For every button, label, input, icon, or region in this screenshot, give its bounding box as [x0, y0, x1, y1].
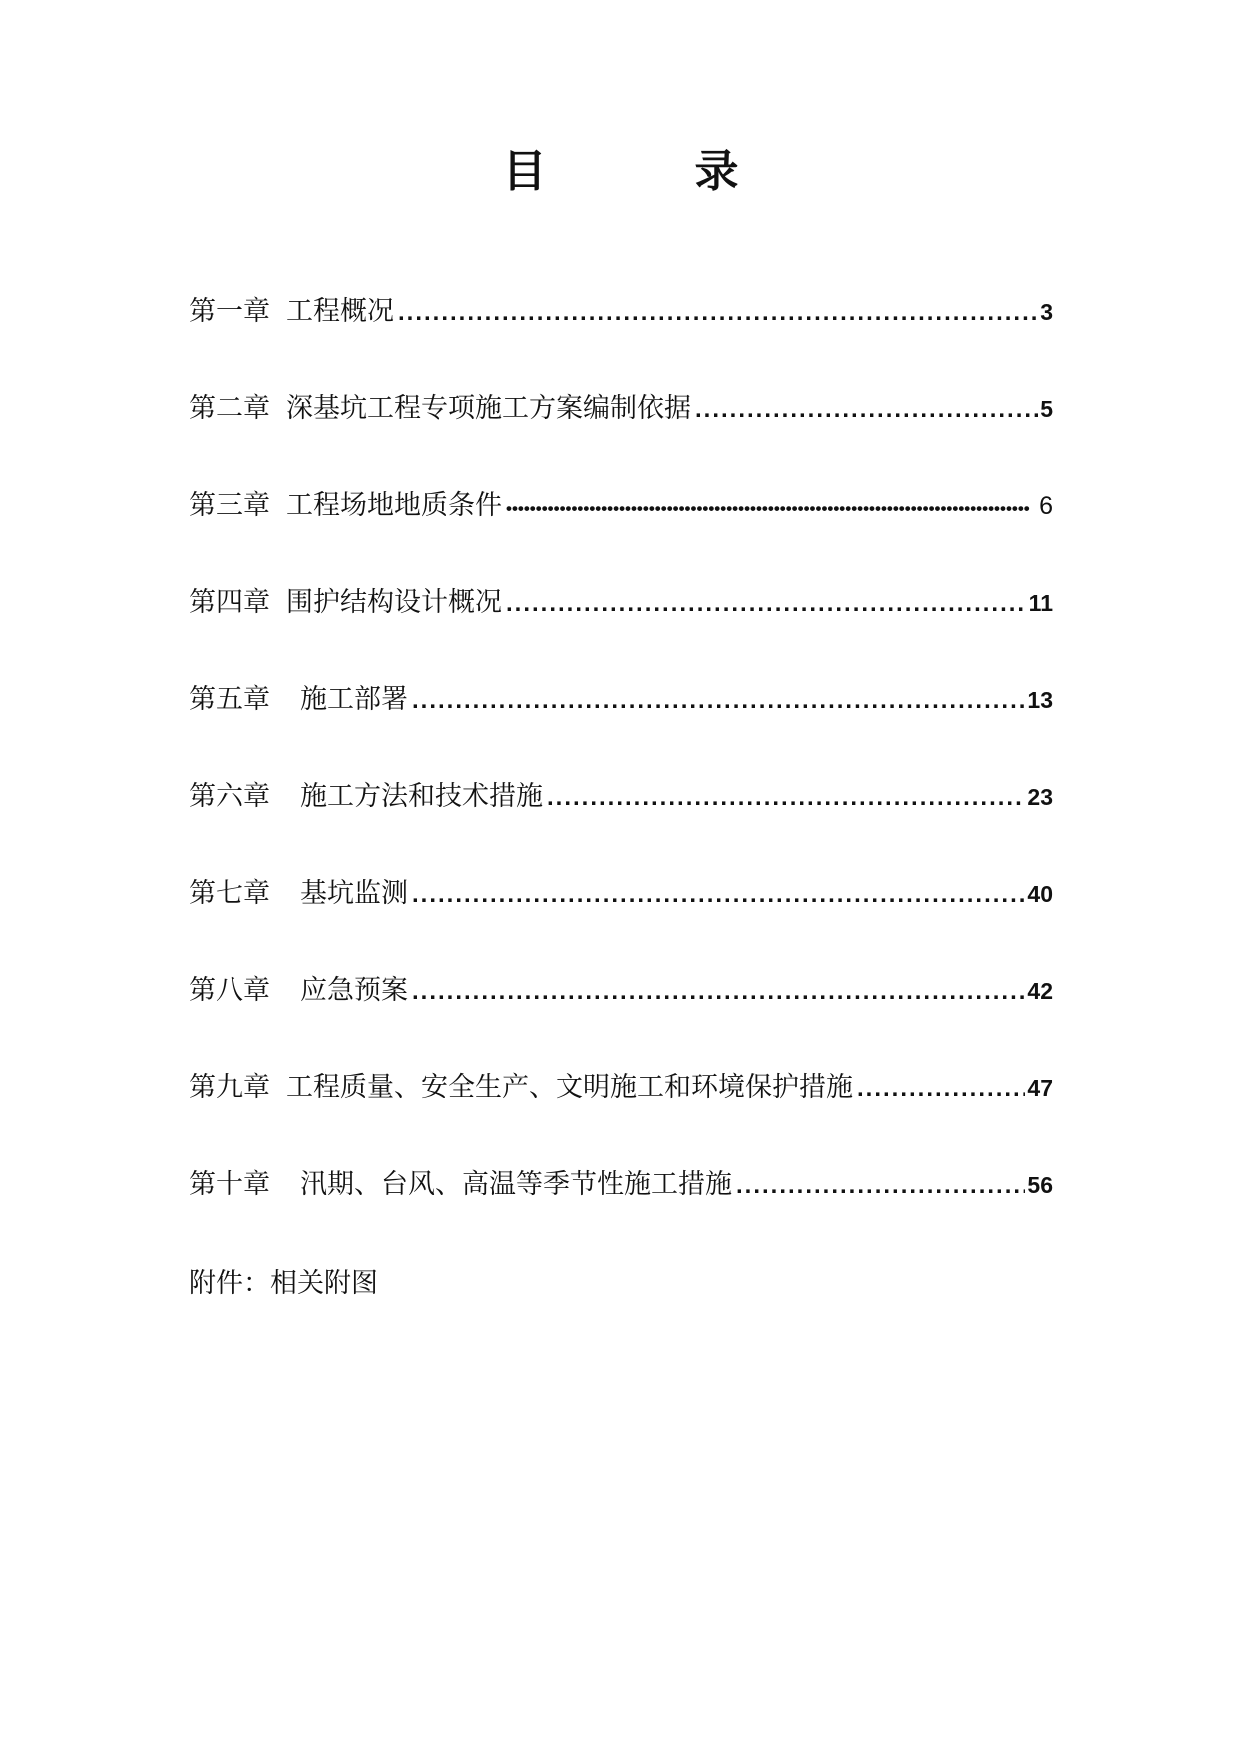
toc-chapter-title: 应急预案	[300, 975, 408, 1006]
toc-chapter-number: 第十章	[189, 1169, 270, 1200]
toc-dot-leader	[398, 291, 1038, 335]
appendix-line: 附件：相关附图	[189, 1268, 378, 1299]
toc-entry-10[interactable]	[189, 1163, 1053, 1207]
toc-chapter-number: 第五章	[189, 684, 270, 715]
toc-page-number: 40	[1027, 881, 1053, 907]
toc-entry-7[interactable]	[189, 872, 1053, 916]
toc-chapter-title: 基坑监测	[300, 878, 408, 909]
toc-entry-2[interactable]	[189, 387, 1053, 431]
toc-entry-4[interactable]	[189, 581, 1053, 625]
toc-chapter-title: 施工部署	[300, 684, 408, 715]
toc-dot-leader	[736, 1164, 1025, 1208]
toc-dot-leader	[412, 970, 1025, 1014]
toc-page-number: 13	[1027, 687, 1053, 713]
toc-dot-leader	[412, 873, 1025, 917]
toc-chapter-title: 工程概况	[286, 296, 394, 327]
toc-page-number: 5	[1040, 396, 1053, 422]
toc-entry-5[interactable]	[189, 678, 1053, 722]
toc-page-number: 56	[1027, 1172, 1053, 1198]
toc-chapter-title: 工程场地地质条件	[286, 490, 502, 521]
toc-chapter-number: 第二章	[189, 393, 270, 424]
toc-chapter-number: 第四章	[189, 587, 270, 618]
toc-chapter-title: 施工方法和技术措施	[300, 781, 543, 812]
toc-page-number: 47	[1027, 1075, 1053, 1101]
toc-chapter-number: 第一章	[189, 296, 270, 327]
toc-chapter-title: 汛期、台风、高温等季节性施工措施	[300, 1169, 732, 1200]
toc-dot-leader	[547, 776, 1025, 820]
toc-dot-leader	[857, 1067, 1025, 1111]
toc-chapter-title: 围护结构设计概况	[286, 587, 502, 618]
toc-chapter-number: 第七章	[189, 878, 270, 909]
toc-dot-leader	[695, 388, 1038, 432]
toc-entry-6[interactable]	[189, 775, 1053, 819]
toc-chapter-number: 第六章	[189, 781, 270, 812]
toc-chapter-title: 深基坑工程专项施工方案编制依据	[286, 393, 691, 424]
toc-page-number: 6	[1039, 492, 1053, 520]
toc-dot-leader	[412, 679, 1025, 723]
toc-chapter-number: 第八章	[189, 975, 270, 1006]
toc-entry-9[interactable]	[189, 1066, 1053, 1110]
toc-entry-1[interactable]	[189, 290, 1053, 334]
toc-dot-leader	[506, 582, 1027, 626]
toc-chapter-title: 工程质量、安全生产、文明施工和环境保护措施	[286, 1072, 853, 1103]
toc-page-number: 42	[1027, 978, 1053, 1004]
toc-page-number: 11	[1028, 590, 1053, 616]
toc-page-number: 23	[1027, 784, 1053, 810]
toc-chapter-number: 第三章	[189, 490, 270, 521]
toc-dot-leader	[506, 485, 1037, 531]
toc-chapter-number: 第九章	[189, 1072, 270, 1103]
toc-page-number: 3	[1040, 299, 1053, 325]
toc-entry-3[interactable]	[189, 484, 1053, 528]
toc-entry-8[interactable]	[189, 969, 1053, 1013]
page-title: 目 录	[502, 146, 791, 197]
